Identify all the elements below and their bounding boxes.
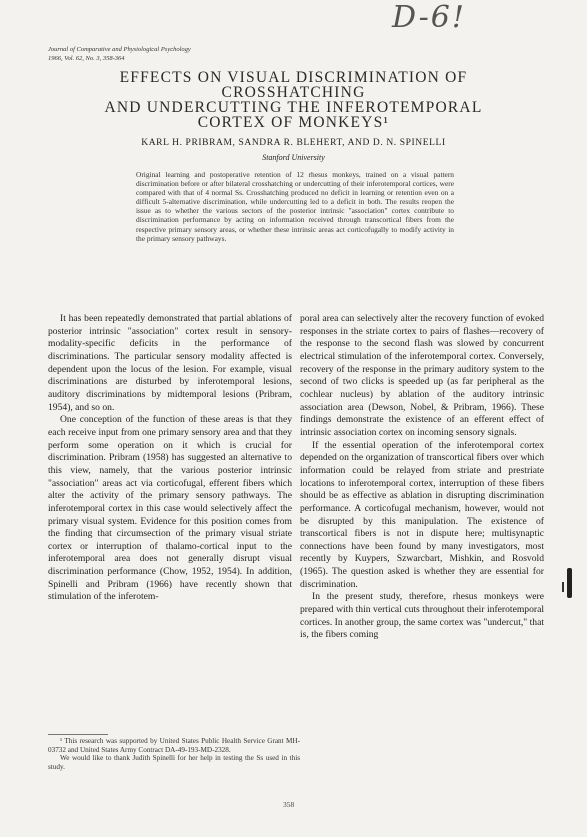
- margin-ink-mark: [562, 582, 564, 592]
- abstract: Original learning and postoperative retention of 12 rhesus monkeys, trained on a visual pattern discrimination before or after bilateral crosshatching or undercutting of their inferotemporal cortices, were compared with that of 4 normal Ss. Crosshatching produced no deficit in learning or retention even on a difficult 5-alternative discrimination, while undercutting led to a deficit in both. The results reopen the issue as to whether the various sectors of the posterior intrinsic "association" cortex contribute to discrimination performance by acting on information received through transcortical fibers from the respective primary sensory areas, or whether these intrinsic areas act corticofugally to modify activity in the primary sensory pathways.: [136, 170, 454, 243]
- handwritten-annotation: D-6!: [392, 0, 466, 35]
- author-list: KARL H. PRIBRAM, SANDRA R. BLEHERT, AND D. N. SPINELLI: [141, 138, 446, 148]
- right-column: [300, 313, 544, 642]
- left-column: [48, 313, 292, 604]
- margin-ink-mark: [567, 568, 572, 598]
- body-paragraph: It has been repeatedly demonstrated that partial ablations of posterior intrinsic "association" cortex result in sensory-modality-specific deficits in the performance of discriminations. The particular sensory modality affected is dependent upon the locus of the lesion. For example, visual discriminations are disturbed by inferotemporal lesions, auditory discriminations by midtemporal lesions (Pribram, 1954), and so on.: [48, 313, 292, 413]
- footnote: We would like to thank Judith Spinelli for her help in testing the Ss used in this study.: [48, 754, 300, 771]
- footnotes: [48, 737, 300, 771]
- title-line-2: AND UNDERCUTTING THE INFEROTEMPORAL: [104, 99, 483, 116]
- journal-header: [48, 45, 191, 63]
- journal-name: Journal of Comparative and Physiological Psychology: [48, 46, 191, 53]
- journal-issue: 1966, Vol. 62, No. 3, 358-364: [48, 55, 125, 62]
- body-paragraph: poral area can selectively alter the recovery function of evoked responses in the striate cortex to pairs of flashes—recovery of the response to the second flash was slowed by concurrent electrical stimulation of the inferotemporal cortex. Conversely, recovery of the response in the primary auditory system to the second of two clicks is speeded up (as far peripheral as the cochlear nucleus) by ablation of the auditory intrinsic association area (Dewson, Nobel, & Pribram, 1966). These findings demonstrate the existence of an efferent effect of intrinsic association cortex on incoming sensory signals.: [300, 313, 544, 438]
- page-number: 358: [283, 800, 295, 809]
- title-line-1: EFFECTS ON VISUAL DISCRIMINATION OF CROSSHATCHING: [119, 69, 468, 101]
- affiliation: Stanford University: [262, 153, 325, 162]
- footnote-divider: [48, 734, 108, 735]
- article-title: [48, 70, 539, 130]
- body-paragraph: If the essential operation of the inferotemporal cortex depended on the organization of transcortical fibers over which information could be relayed from striate and prestriate locations to inferotemporal cortex, interruption of these fibers should be as effective as ablation in disrupting discrimination performance. A corticofugal mechanism, however, would not be disrupted by this manipulation. The existence of transcortical fibers is not in dispute here; multisynaptic connections have been found by many investigators, most recently by Kuypers, Szwarcbart, Mishkin, and Rosvold (1965). The question asked is whether they are essential for discrimination.: [300, 439, 544, 590]
- title-line-3: CORTEX OF MONKEYS¹: [197, 114, 390, 131]
- body-paragraph: One conception of the function of these areas is that they each receive input from one primary sensory area and that they perform some operation on it which is crucial for discrimination. Pribram (1958) has suggested an alternative to this view, namely, that the various posterior intrinsic "association" areas act via corticofugal, efferent fibers which alter the activity of the primary sensory pathways. The inferotemporal cortex in this case would selectively affect the primary visual system. Evidence for this position comes from the finding that circumsection of the primary visual striate cortex or interruption of thalamo-cortical input to the inferotemporal area does not generally disrupt visual discrimination performance (Chow, 1952, 1954). In addition, Spinelli and Pribram (1966) have recently shown that stimulation of the inferotem-: [48, 414, 292, 603]
- footnote: ¹ This research was supported by United States Public Health Service Grant MH-03732 and United States Army Contract DA-49-193-MD-2328.: [48, 737, 300, 754]
- body-paragraph: In the present study, therefore, rhesus monkeys were prepared with thin vertical cuts throughout their inferotemporal cortices. In another group, the same cortex was "undercut," that is, the fibers coming: [300, 591, 544, 641]
